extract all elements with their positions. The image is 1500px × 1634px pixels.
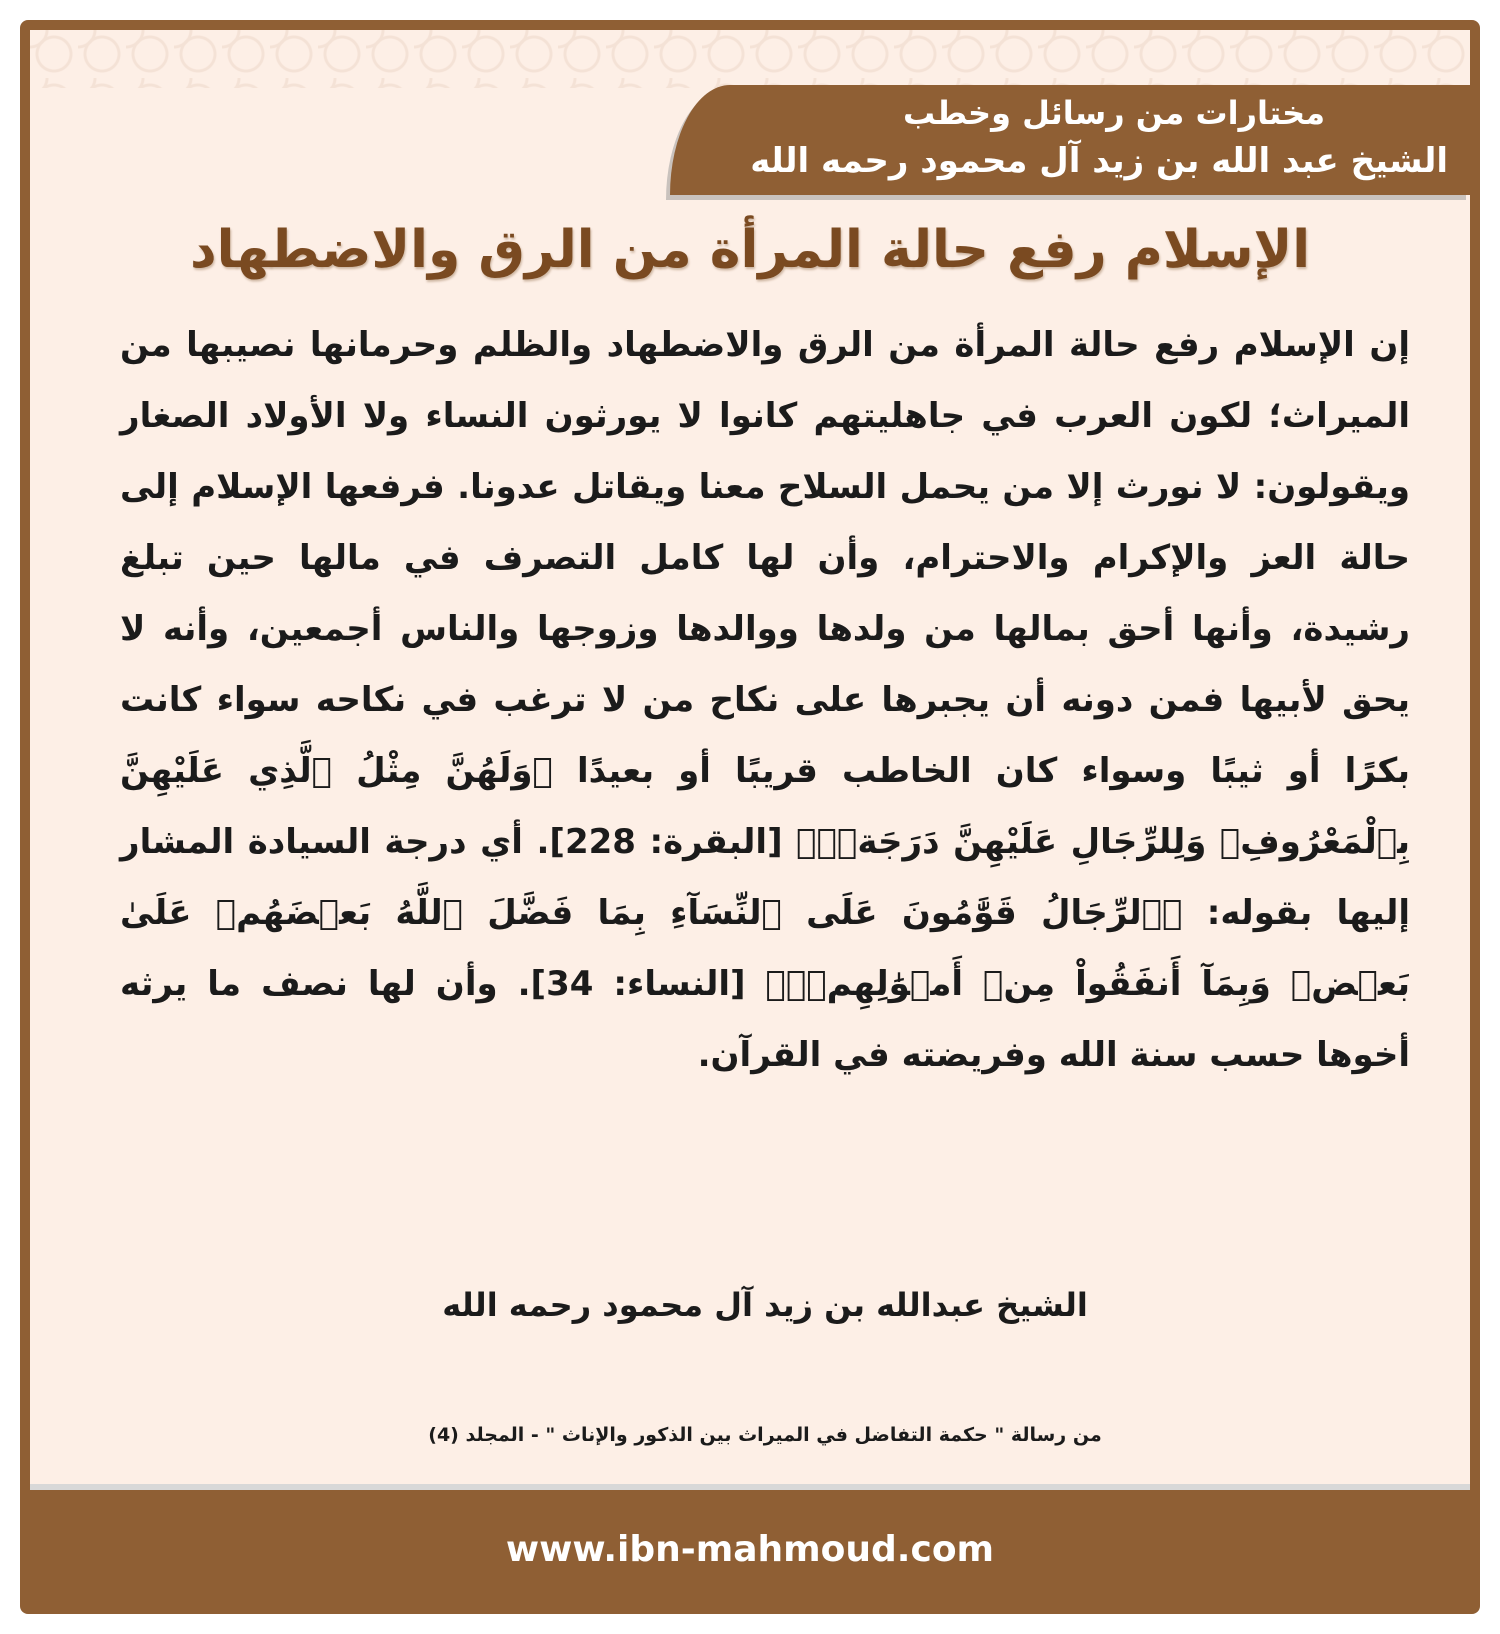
series-title: مختارات من رسائل وخطب [902, 94, 1325, 132]
decorative-pattern [30, 30, 1470, 88]
source-note: من رسالة " حكمة التفاضل في الميراث بين الذكور والإناث " - المجلد (4) [428, 1424, 1102, 1446]
article-title: الإسلام رفع حالة المرأة من الرق والاضطهاد [189, 220, 1311, 280]
header-banner [670, 85, 1470, 195]
author-name: الشيخ عبد الله بن زيد آل محمود رحمه الله [750, 141, 1448, 181]
signature: الشيخ عبدالله بن زيد آل محمود رحمه الله [442, 1286, 1088, 1324]
website-url: www.ibn-mahmoud.com [505, 1529, 995, 1570]
article-body: إن الإسلام رفع حالة المرأة من الرق والاضطهاد والظلم وحرمانها نصيبها من الميراث؛ لكون العرب في جاهليتهم كانوا لا يورثون النساء ولا الأولاد الصغار ويقولون: لا نورث إلا من يحمل السلاح معنا ويقاتل عدونا. فرفعها الإسلام إلى حالة العز والإكرام والاحترام، وأن لها كامل التصرف في مالها حين تبلغ رشيدة، وأنها أحق بمالها من ولدها ووالدها وزوجها والناس أجمعين، وأنه لا يحق لأبيها فمن دونه أن يجبرها على نكاح من لا ترغب في نكاحه سواء كانت بكرًا أو ثيبًا وسواء كان الخاطب قريبًا أو بعيدًا ﴿وَلَهُنَّ مِثْلُ ٱلَّذِي عَلَيْهِنَّ بِٱلْمَعْرُوفِۚ وَلِلرِّجَالِ عَلَيْهِنَّ دَرَجَةٞۗ﴾ [البقرة: 228]. أي درجة السيادة المشار إليها بقوله: ﴿ٱلرِّجَالُ قَوَّٰمُونَ عَلَى ٱلنِّسَآءِ بِمَا فَضَّلَ ٱللَّهُ بَعۡضَهُمۡ عَلَىٰ بَعۡضٖ وَبِمَآ أَنفَقُواْ مِنۡ أَمۡوَٰلِهِمۡۚ﴾ [النساء: 34]. وأن لها نصف ما يرثه أخوها حسب سنة الله وفريضته في القرآن. [120, 325, 1410, 1075]
content-panel [30, 30, 1470, 1490]
